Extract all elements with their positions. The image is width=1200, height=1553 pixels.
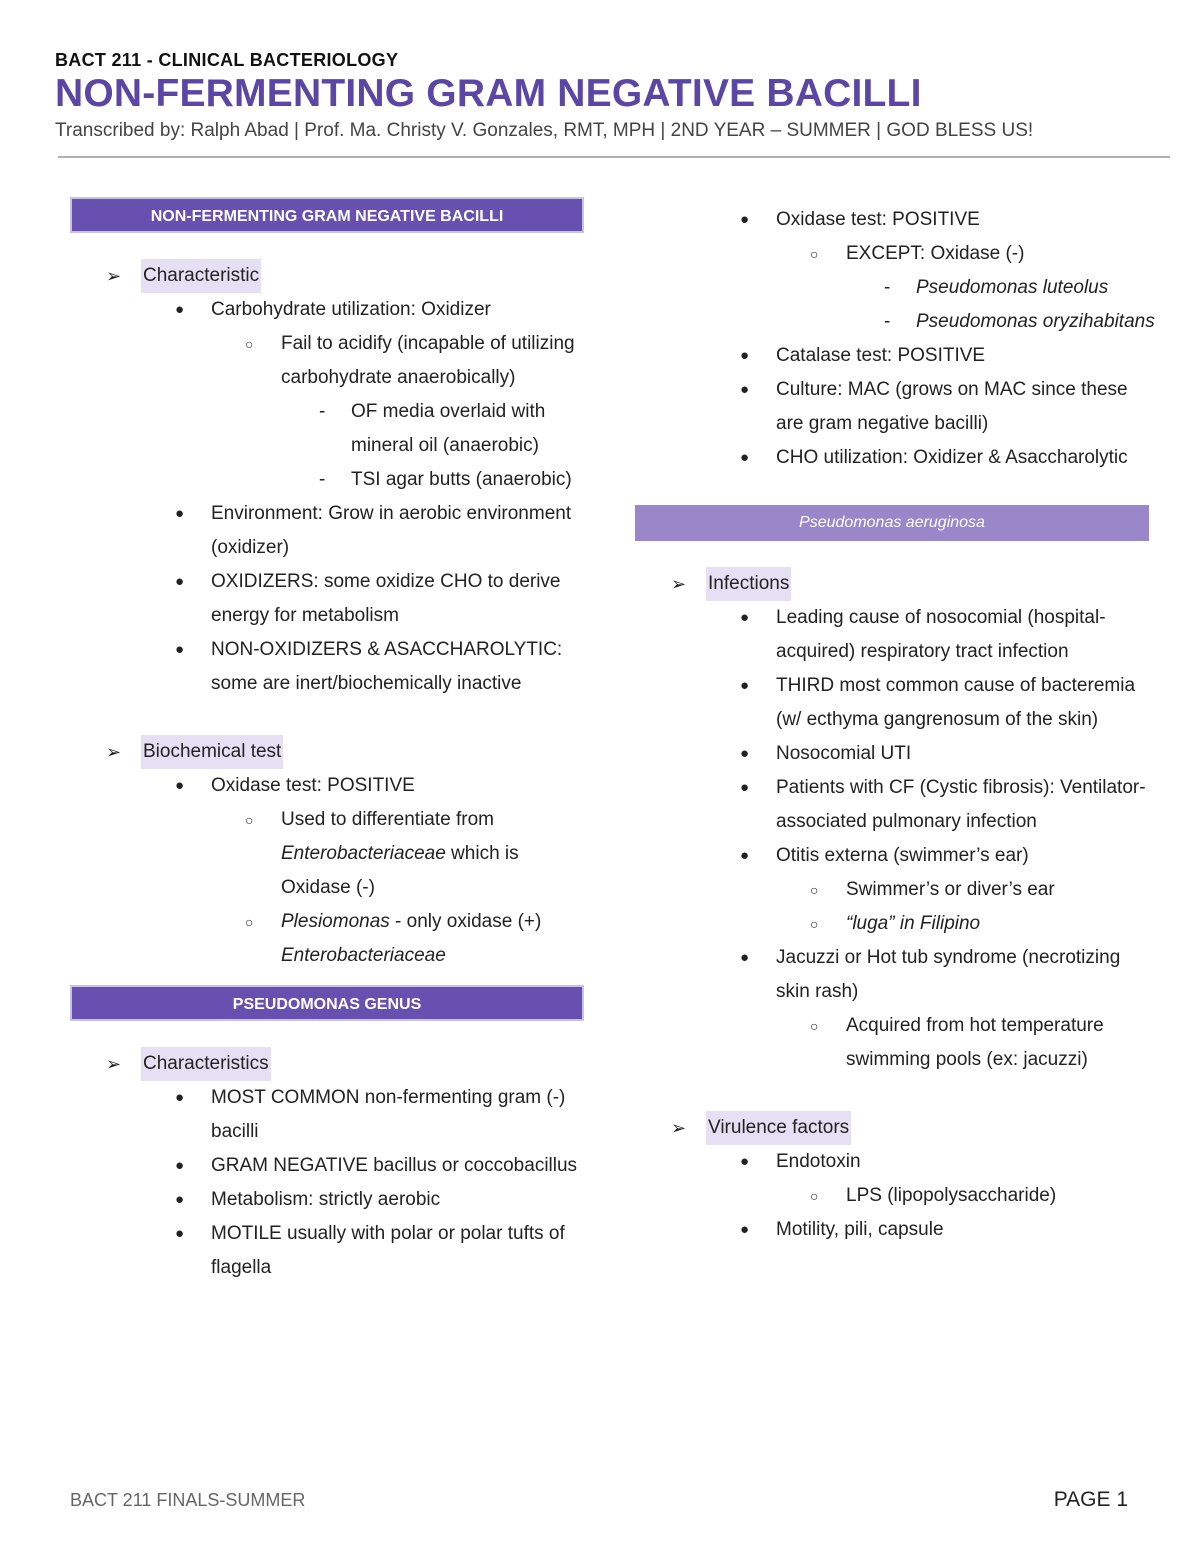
section-heading-infections: ➢ Infections bbox=[635, 567, 1155, 601]
bullet-circle-icon: ○ bbox=[245, 914, 254, 930]
list-item: ○ “luga” in Filipino bbox=[635, 907, 1155, 941]
bullet-circle-icon: ○ bbox=[810, 1188, 819, 1204]
list-item: ● Nosocomial UTI bbox=[635, 737, 1155, 771]
section-heading-biochemical: ➢ Biochemical test bbox=[70, 735, 590, 769]
bullet-dot-icon: ● bbox=[175, 641, 185, 658]
list-item: ● OXIDIZERS: some oxidize CHO to derive energy for metabolism bbox=[70, 565, 590, 633]
left-column bbox=[70, 197, 590, 1285]
list-item: ○ Swimmer’s or diver’s ear bbox=[635, 873, 1155, 907]
list-item: ● MOST COMMON non-fermenting gram (-) bacilli bbox=[70, 1081, 590, 1149]
section-banner-aeruginosa: Pseudomonas aeruginosa bbox=[635, 505, 1149, 541]
list-item: ● Oxidase test: POSITIVE bbox=[70, 769, 590, 803]
list-item: - Pseudomonas oryzihabitans bbox=[635, 305, 1155, 339]
page-title: NON-FERMENTING GRAM NEGATIVE BACILLI bbox=[55, 72, 922, 115]
bullet-dash-icon: - bbox=[884, 277, 891, 298]
section-heading-characteristics: ➢ Characteristics bbox=[70, 1047, 590, 1081]
list-item: ● Jacuzzi or Hot tub syndrome (necrotizing skin rash) bbox=[635, 941, 1155, 1009]
bullet-circle-icon: ○ bbox=[810, 1018, 819, 1034]
list-item: ○ Acquired from hot temperature swimming pools (ex: jacuzzi) bbox=[635, 1009, 1155, 1077]
bullet-circle-icon: ○ bbox=[810, 916, 819, 932]
bullet-dot-icon: ● bbox=[175, 1157, 185, 1174]
transcriber-line: Transcribed by: Ralph Abad | Prof. Ma. Christy V. Gonzales, RMT, MPH | 2ND YEAR – SUMMER | GOD BLESS US! bbox=[55, 120, 1034, 141]
section-heading-characteristic: ➢ Characteristic bbox=[70, 259, 590, 293]
bullet-dash-icon: - bbox=[884, 311, 891, 332]
section-heading-virulence: ➢ Virulence factors bbox=[635, 1111, 1155, 1145]
section-banner-nonfermenting: NON-FERMENTING GRAM NEGATIVE BACILLI bbox=[70, 197, 584, 233]
list-item: - Pseudomonas luteolus bbox=[635, 271, 1155, 305]
bullet-dot-icon: ● bbox=[175, 777, 185, 794]
list-item: ○ Used to differentiate from Enterobacteriaceae which is Oxidase (-) bbox=[70, 803, 590, 905]
bullet-dot-icon: ● bbox=[740, 847, 750, 864]
bullet-dot-icon: ● bbox=[740, 609, 750, 626]
list-item: ● Carbohydrate utilization: Oxidizer bbox=[70, 293, 590, 327]
list-item: - TSI agar butts (anaerobic) bbox=[70, 463, 590, 497]
right-column bbox=[635, 203, 1155, 1247]
list-item: ● MOTILE usually with polar or polar tufts of flagella bbox=[70, 1217, 590, 1285]
bullet-dash-icon: - bbox=[319, 469, 326, 490]
bullet-circle-icon: ○ bbox=[810, 882, 819, 898]
arrow-bullet-icon: ➢ bbox=[106, 742, 122, 762]
bullet-dash-icon: - bbox=[319, 401, 326, 422]
list-item: ● THIRD most common cause of bacteremia (w/ ecthyma gangrenosum of the skin) bbox=[635, 669, 1155, 737]
list-item: ○ Fail to acidify (incapable of utilizing carbohydrate anaerobically) bbox=[70, 327, 590, 395]
list-item: ● GRAM NEGATIVE bacillus or coccobacillus bbox=[70, 1149, 590, 1183]
list-item: ● Endotoxin bbox=[635, 1145, 1155, 1179]
bullet-dot-icon: ● bbox=[740, 677, 750, 694]
list-item: ● Environment: Grow in aerobic environment (oxidizer) bbox=[70, 497, 590, 565]
bullet-dot-icon: ● bbox=[740, 381, 750, 398]
bullet-circle-icon: ○ bbox=[810, 246, 819, 262]
list-item: ● CHO utilization: Oxidizer & Asaccharolytic bbox=[635, 441, 1155, 475]
section-banner-pseudomonas-genus: PSEUDOMONAS GENUS bbox=[70, 985, 584, 1021]
bullet-dot-icon: ● bbox=[740, 745, 750, 762]
list-item: ○ Plesiomonas - only oxidase (+) Enterobacteriaceae bbox=[70, 905, 590, 973]
list-item: - OF media overlaid with mineral oil (anaerobic) bbox=[70, 395, 590, 463]
list-item: ● Metabolism: strictly aerobic bbox=[70, 1183, 590, 1217]
page-header bbox=[55, 50, 1170, 144]
bullet-dot-icon: ● bbox=[740, 779, 750, 796]
bullet-circle-icon: ○ bbox=[245, 336, 254, 352]
bullet-dot-icon: ● bbox=[175, 301, 185, 318]
bullet-dot-icon: ● bbox=[740, 949, 750, 966]
footer-course: BACT 211 FINALS-SUMMER bbox=[70, 1490, 306, 1510]
bullet-circle-icon: ○ bbox=[245, 812, 254, 828]
list-item: ○ LPS (lipopolysaccharide) bbox=[635, 1179, 1155, 1213]
bullet-dot-icon: ● bbox=[175, 1089, 185, 1106]
list-item: ● NON-OXIDIZERS & ASACCHAROLYTIC: some are inert/biochemically inactive bbox=[70, 633, 590, 701]
list-item: ● Oxidase test: POSITIVE bbox=[635, 203, 1155, 237]
course-title: BACT 211 - CLINICAL BACTERIOLOGY bbox=[55, 50, 399, 70]
arrow-bullet-icon: ➢ bbox=[106, 266, 122, 286]
list-item: ● Catalase test: POSITIVE bbox=[635, 339, 1155, 373]
list-item: ● Otitis externa (swimmer’s ear) bbox=[635, 839, 1155, 873]
page-number: PAGE 1 bbox=[1053, 1488, 1128, 1511]
bullet-dot-icon: ● bbox=[175, 505, 185, 522]
bullet-dot-icon: ● bbox=[740, 211, 750, 228]
list-item: ○ EXCEPT: Oxidase (-) bbox=[635, 237, 1155, 271]
bullet-dot-icon: ● bbox=[740, 449, 750, 466]
list-item: ● Leading cause of nosocomial (hospital-acquired) respiratory tract infection bbox=[635, 601, 1155, 669]
bullet-dot-icon: ● bbox=[740, 1153, 750, 1170]
list-item: ● Culture: MAC (grows on MAC since these are gram negative bacilli) bbox=[635, 373, 1155, 441]
arrow-bullet-icon: ➢ bbox=[671, 1118, 687, 1138]
bullet-dot-icon: ● bbox=[175, 573, 185, 590]
bullet-dot-icon: ● bbox=[175, 1225, 185, 1242]
bullet-dot-icon: ● bbox=[175, 1191, 185, 1208]
list-item: ● Patients with CF (Cystic fibrosis): Ventilator-associated pulmonary infection bbox=[635, 771, 1155, 839]
arrow-bullet-icon: ➢ bbox=[106, 1054, 122, 1074]
bullet-dot-icon: ● bbox=[740, 347, 750, 364]
header-divider bbox=[58, 156, 1170, 158]
list-item: ● Motility, pili, capsule bbox=[635, 1213, 1155, 1247]
bullet-dot-icon: ● bbox=[740, 1221, 750, 1238]
arrow-bullet-icon: ➢ bbox=[671, 574, 687, 594]
